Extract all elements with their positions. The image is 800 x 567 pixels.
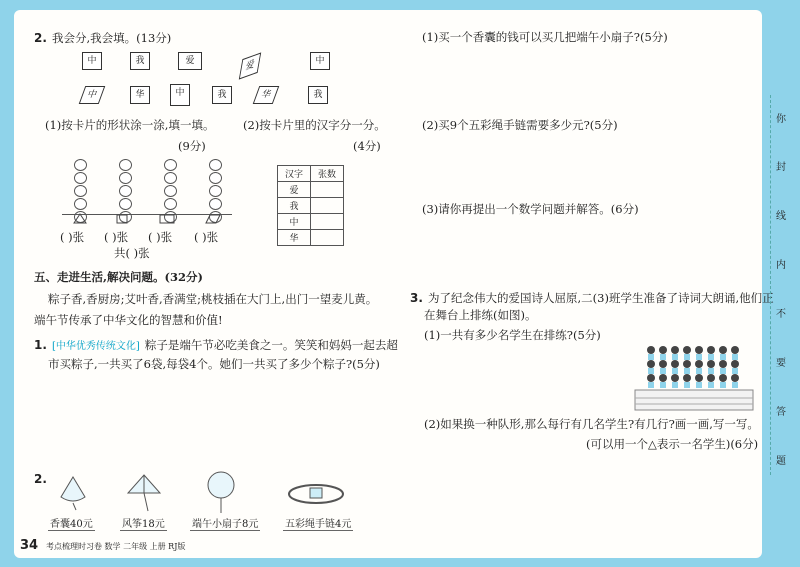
card-triangle: 中 <box>82 52 102 70</box>
problem-1-line1: 1. [中华优秀传统文化] 粽子是端午节必吃美食之一。笑笑和妈妈一起去超 <box>34 338 398 352</box>
blank-1[interactable]: ( )张 <box>60 230 85 244</box>
kite-icon <box>126 473 162 513</box>
side-char: 要 <box>776 358 786 369</box>
footer-info: 考点梳理时习卷 数学 二年级 上册 RJ版 <box>46 542 186 551</box>
seal-line <box>770 95 772 475</box>
q2-number: 2. <box>34 31 47 45</box>
stage-illustration <box>633 342 755 412</box>
card-parallelogram-3: 华 <box>253 86 280 104</box>
price-fan: 端午小扇子8元 <box>190 515 260 531</box>
price-bracelet: 五彩绳手链4元 <box>283 515 353 531</box>
problem-3-text: 为了纪念伟大的爱国诗人屈原,二(3)班学生准备了诗词大朗诵,他们正 <box>428 291 774 305</box>
card-rectangle: 爱 <box>178 52 202 70</box>
q2-sub1: (1)按卡片的形状涂一涂,填一填。 <box>45 118 215 132</box>
table-header-count: 张数 <box>311 166 344 182</box>
card-triangle-3: 华 <box>130 86 150 104</box>
side-char: 内 <box>776 260 786 271</box>
page-number: 34 <box>20 538 39 553</box>
card-rectangle-2: 中 <box>170 84 190 106</box>
problem-3-line2: 在舞台上排练(如图)。 <box>424 308 537 322</box>
side-char: 不 <box>776 309 786 320</box>
card-parallelogram-2: 中 <box>79 86 106 104</box>
table-cell-input[interactable] <box>311 230 344 246</box>
poem-line-2: 端午节传承了中华文化的智慧和价值! <box>34 313 223 327</box>
table-row-label: 中 <box>278 214 311 230</box>
shape-icons <box>66 213 236 225</box>
fan-icon <box>204 470 238 514</box>
problem-3-line1 <box>410 287 774 306</box>
blank-3[interactable]: ( )张 <box>148 230 173 244</box>
table-cell-input[interactable] <box>311 182 344 198</box>
table-cell-input[interactable] <box>311 198 344 214</box>
card-parallelogram: 爱 <box>239 52 261 79</box>
table-row-label: 爱 <box>278 182 311 198</box>
p2-q3: (3)请你再提出一个数学问题并解答。(6分) <box>422 202 639 216</box>
p3-q2-note: (可以用一个△表示一名学生)(6分) <box>586 437 759 451</box>
table-cell-input[interactable] <box>311 214 344 230</box>
table-row-label: 我 <box>278 198 311 214</box>
q2-title: 我会分,我会填。(13分) <box>52 31 172 45</box>
problem-3-number: 3. <box>410 291 423 305</box>
problem-2-number: 2. <box>34 472 47 486</box>
side-char: 题 <box>776 456 786 467</box>
card-triangle-2: 中 <box>310 52 330 70</box>
blank-2[interactable]: ( )张 <box>104 230 129 244</box>
table-header-char: 汉字 <box>278 166 311 182</box>
p3-q1: (1)一共有多少名学生在排练?(5分) <box>424 328 601 342</box>
p3-q2: (2)如果换一种队形,那么每行有几名学生?有几行?画一画,写一写。 <box>424 417 759 431</box>
problem-1-text: 粽子是端午节必吃美食之一。笑笑和妈妈一起去超 <box>144 338 398 352</box>
blank-total[interactable]: 共( )张 <box>114 246 150 260</box>
price-kite: 风筝18元 <box>120 515 167 531</box>
price-sachet: 香囊40元 <box>48 515 95 531</box>
bracelet-icon <box>286 482 346 506</box>
p2-q1: (1)买一个香囊的钱可以买几把端午小扇子?(5分) <box>422 30 668 44</box>
p2-q2: (2)买9个五彩绳手链需要多少元?(5分) <box>422 118 618 132</box>
card-square-2: 我 <box>212 86 232 104</box>
q2-sub2: (2)按卡片里的汉字分一分。 <box>243 118 386 132</box>
problem-1-number: 1. <box>34 338 47 352</box>
side-char: 答 <box>776 407 786 418</box>
q2-sub2-score: (4分) <box>353 139 381 153</box>
card-square-3: 我 <box>308 86 328 104</box>
poem-line-1: 粽子香,香厨房;艾叶香,香满堂;桃枝插在大门上,出门一望麦儿黄。 <box>48 292 378 306</box>
section5-title: 五、走进生活,解决问题。(32分) <box>34 270 203 284</box>
sachet-icon <box>58 475 88 511</box>
side-char: 线 <box>776 211 786 222</box>
problem-1-line2: 市买粽子,一共买了6袋,每袋4个。她们一共买了多少个粽子?(5分) <box>48 357 380 371</box>
card-square: 我 <box>130 52 150 70</box>
tally-table <box>277 165 344 246</box>
table-row-label: 华 <box>278 230 311 246</box>
q2-sub1-score: (9分) <box>178 139 206 153</box>
blank-4[interactable]: ( )张 <box>194 230 219 244</box>
q2-header <box>34 27 171 46</box>
side-char: 封 <box>776 162 786 173</box>
side-char: 你 <box>776 114 786 125</box>
culture-tag: 中华优秀传统文化 <box>55 341 136 352</box>
